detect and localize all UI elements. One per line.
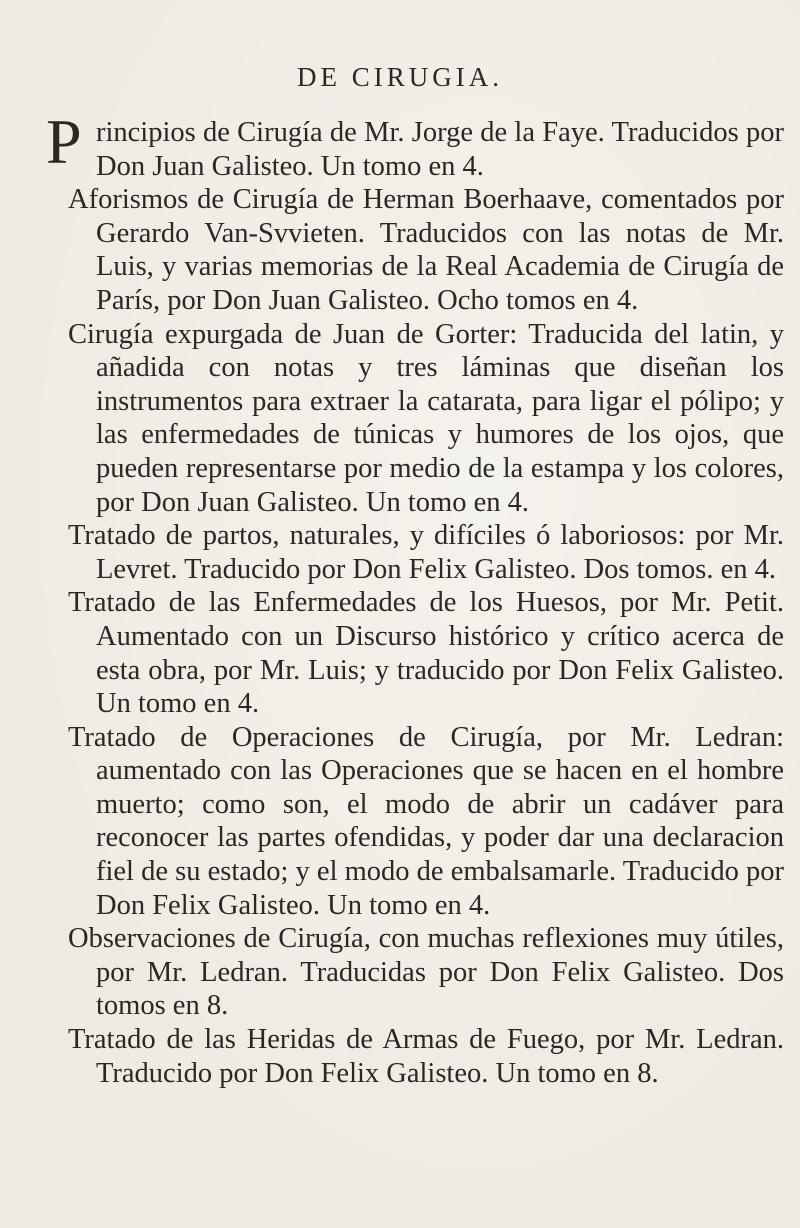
catalog-entries (46, 106, 784, 1090)
catalog-entry: Tratado de Operaciones de Cirugía, por Mr. Ledran: aumentado con las Operaciones que se hacen en el hombre muerto; como son, el modo de abrir un cadáver para reconocer las partes ofendidas, y poder dar una declaracion fiel de su estado; y el modo de embalsamarle. Traducido por Don Felix Galisteo. Un tomo en 4. (68, 721, 784, 921)
page-heading: DE CIRUGIA. (297, 62, 503, 92)
catalog-entry: Tratado de partos, naturales, y difíciles ó laboriosos: por Mr. Levret. Traducido por Don Felix Galisteo. Dos tomos. en 4. (68, 520, 784, 585)
catalog-entry: Tratado de las Enfermedades de los Huesos, por Mr. Petit. Aumentado con un Discurso histórico y crítico acerca de esta obra, por Mr. Luis; y traducido por Don Felix Galisteo. Un tomo en 4. (68, 587, 784, 720)
catalog-entry: Aforismos de Cirugía de Herman Boerhaave, comentados por Gerardo Van-Svvieten. Traducidos con las notas de Mr. Luis, y varias memorias de la Real Academia de Cirugía de París, por Don Juan Galisteo. Ocho tomos en 4. (68, 184, 784, 316)
drop-cap: P (46, 106, 82, 177)
entry-text: rincipios de Cirugía de Mr. Jorge de la Faye. Traducidos por Don Juan Galisteo. Un tomo en 4. (96, 117, 784, 182)
catalog-entry: Tratado de las Heridas de Armas de Fuego, por Mr. Ledran. Traducido por Don Felix Galisteo. Un tomo en 8. (68, 1024, 784, 1089)
catalog-entry (46, 106, 784, 183)
catalog-entry: Observaciones de Cirugía, con muchas reflexiones muy útiles, por Mr. Ledran. Traducidas por Don Felix Galisteo. Dos tomos en 8. (68, 923, 784, 1022)
catalog-entry: Cirugía expurgada de Juan de Gorter: Traducida del latin, y añadida con notas y tres láminas que diseñan los instrumentos para extraer la catarata, para ligar el pólipo; y las enfermedades de túnicas y humores de los ojos, que pueden representarse por medio de la estampa y los colores, por Don Juan Galisteo. Un tomo en 4. (68, 318, 784, 518)
